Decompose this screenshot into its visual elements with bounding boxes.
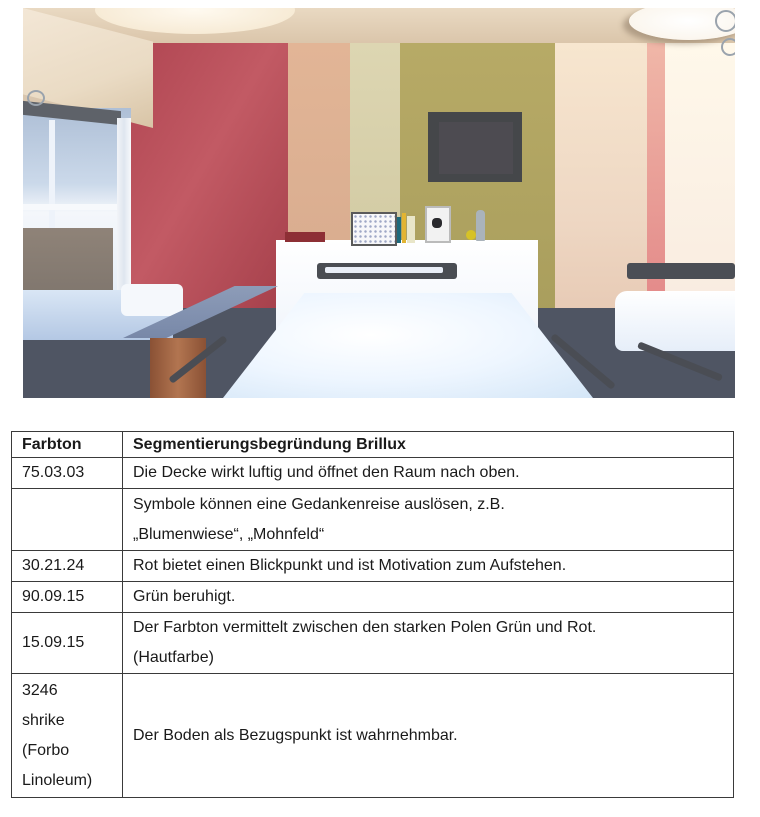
begruendung-cell: Symbole können eine Gedankenreise auslösen, z.B. „Blumenwiese“, „Mohnfeld“ — [123, 489, 734, 551]
picture-frame-art — [432, 218, 442, 228]
farbton-cell: 15.09.15 — [12, 613, 123, 674]
curtain-ring-icon — [721, 38, 735, 56]
header-segmentierungsbegruendung: Segmentierungsbegründung Brillux — [123, 432, 734, 458]
begruendung-cell: Rot bietet einen Blickpunkt und ist Motivation zum Aufstehen. — [123, 551, 734, 582]
table-row — [12, 613, 734, 674]
window-mullion — [49, 120, 55, 228]
table-row — [12, 674, 734, 798]
table-row — [12, 551, 734, 582]
red-wall-segment — [131, 43, 294, 313]
table-row — [12, 458, 734, 489]
overbed-table-leg — [150, 338, 206, 398]
begruendung-cell: Der Farbton vermittelt zwischen den starken Polen Grün und Rot. (Hautfarbe) — [123, 613, 734, 674]
begruendung-cell: Die Decke wirkt luftig und öffnet den Raum nach oben. — [123, 458, 734, 489]
table-row — [12, 489, 734, 551]
red-box — [285, 232, 325, 242]
table-header-row — [12, 432, 734, 458]
book — [407, 216, 415, 243]
second-hospital-bed — [615, 291, 735, 351]
farbton-cell: 75.03.03 — [12, 458, 123, 489]
table-row — [12, 582, 734, 613]
curtain-ring-icon — [715, 10, 735, 32]
farbton-cell: 30.21.24 — [12, 551, 123, 582]
farbton-cell: 3246 shrike (Forbo Linoleum) — [12, 674, 123, 798]
second-bed-headboard — [627, 263, 735, 279]
book — [397, 217, 401, 243]
color-segmentation-table — [11, 431, 734, 798]
pillow — [121, 284, 183, 316]
window-mullion — [23, 204, 131, 210]
bottle — [476, 210, 485, 241]
curtain — [117, 118, 131, 308]
room-render-image — [23, 8, 735, 398]
television-screen — [439, 122, 513, 174]
farbton-cell — [12, 489, 123, 551]
farbton-cell: 90.09.15 — [12, 582, 123, 613]
curtain-ring-icon — [27, 90, 45, 106]
bed-headboard-handle — [325, 267, 443, 273]
apple — [466, 230, 476, 240]
begruendung-cell: Der Boden als Bezugspunkt ist wahrnehmbar. — [123, 674, 734, 798]
begruendung-cell: Grün beruhigt. — [123, 582, 734, 613]
book — [402, 213, 406, 243]
picture-frame-pattern — [351, 212, 397, 246]
header-farbton: Farbton — [12, 432, 123, 458]
